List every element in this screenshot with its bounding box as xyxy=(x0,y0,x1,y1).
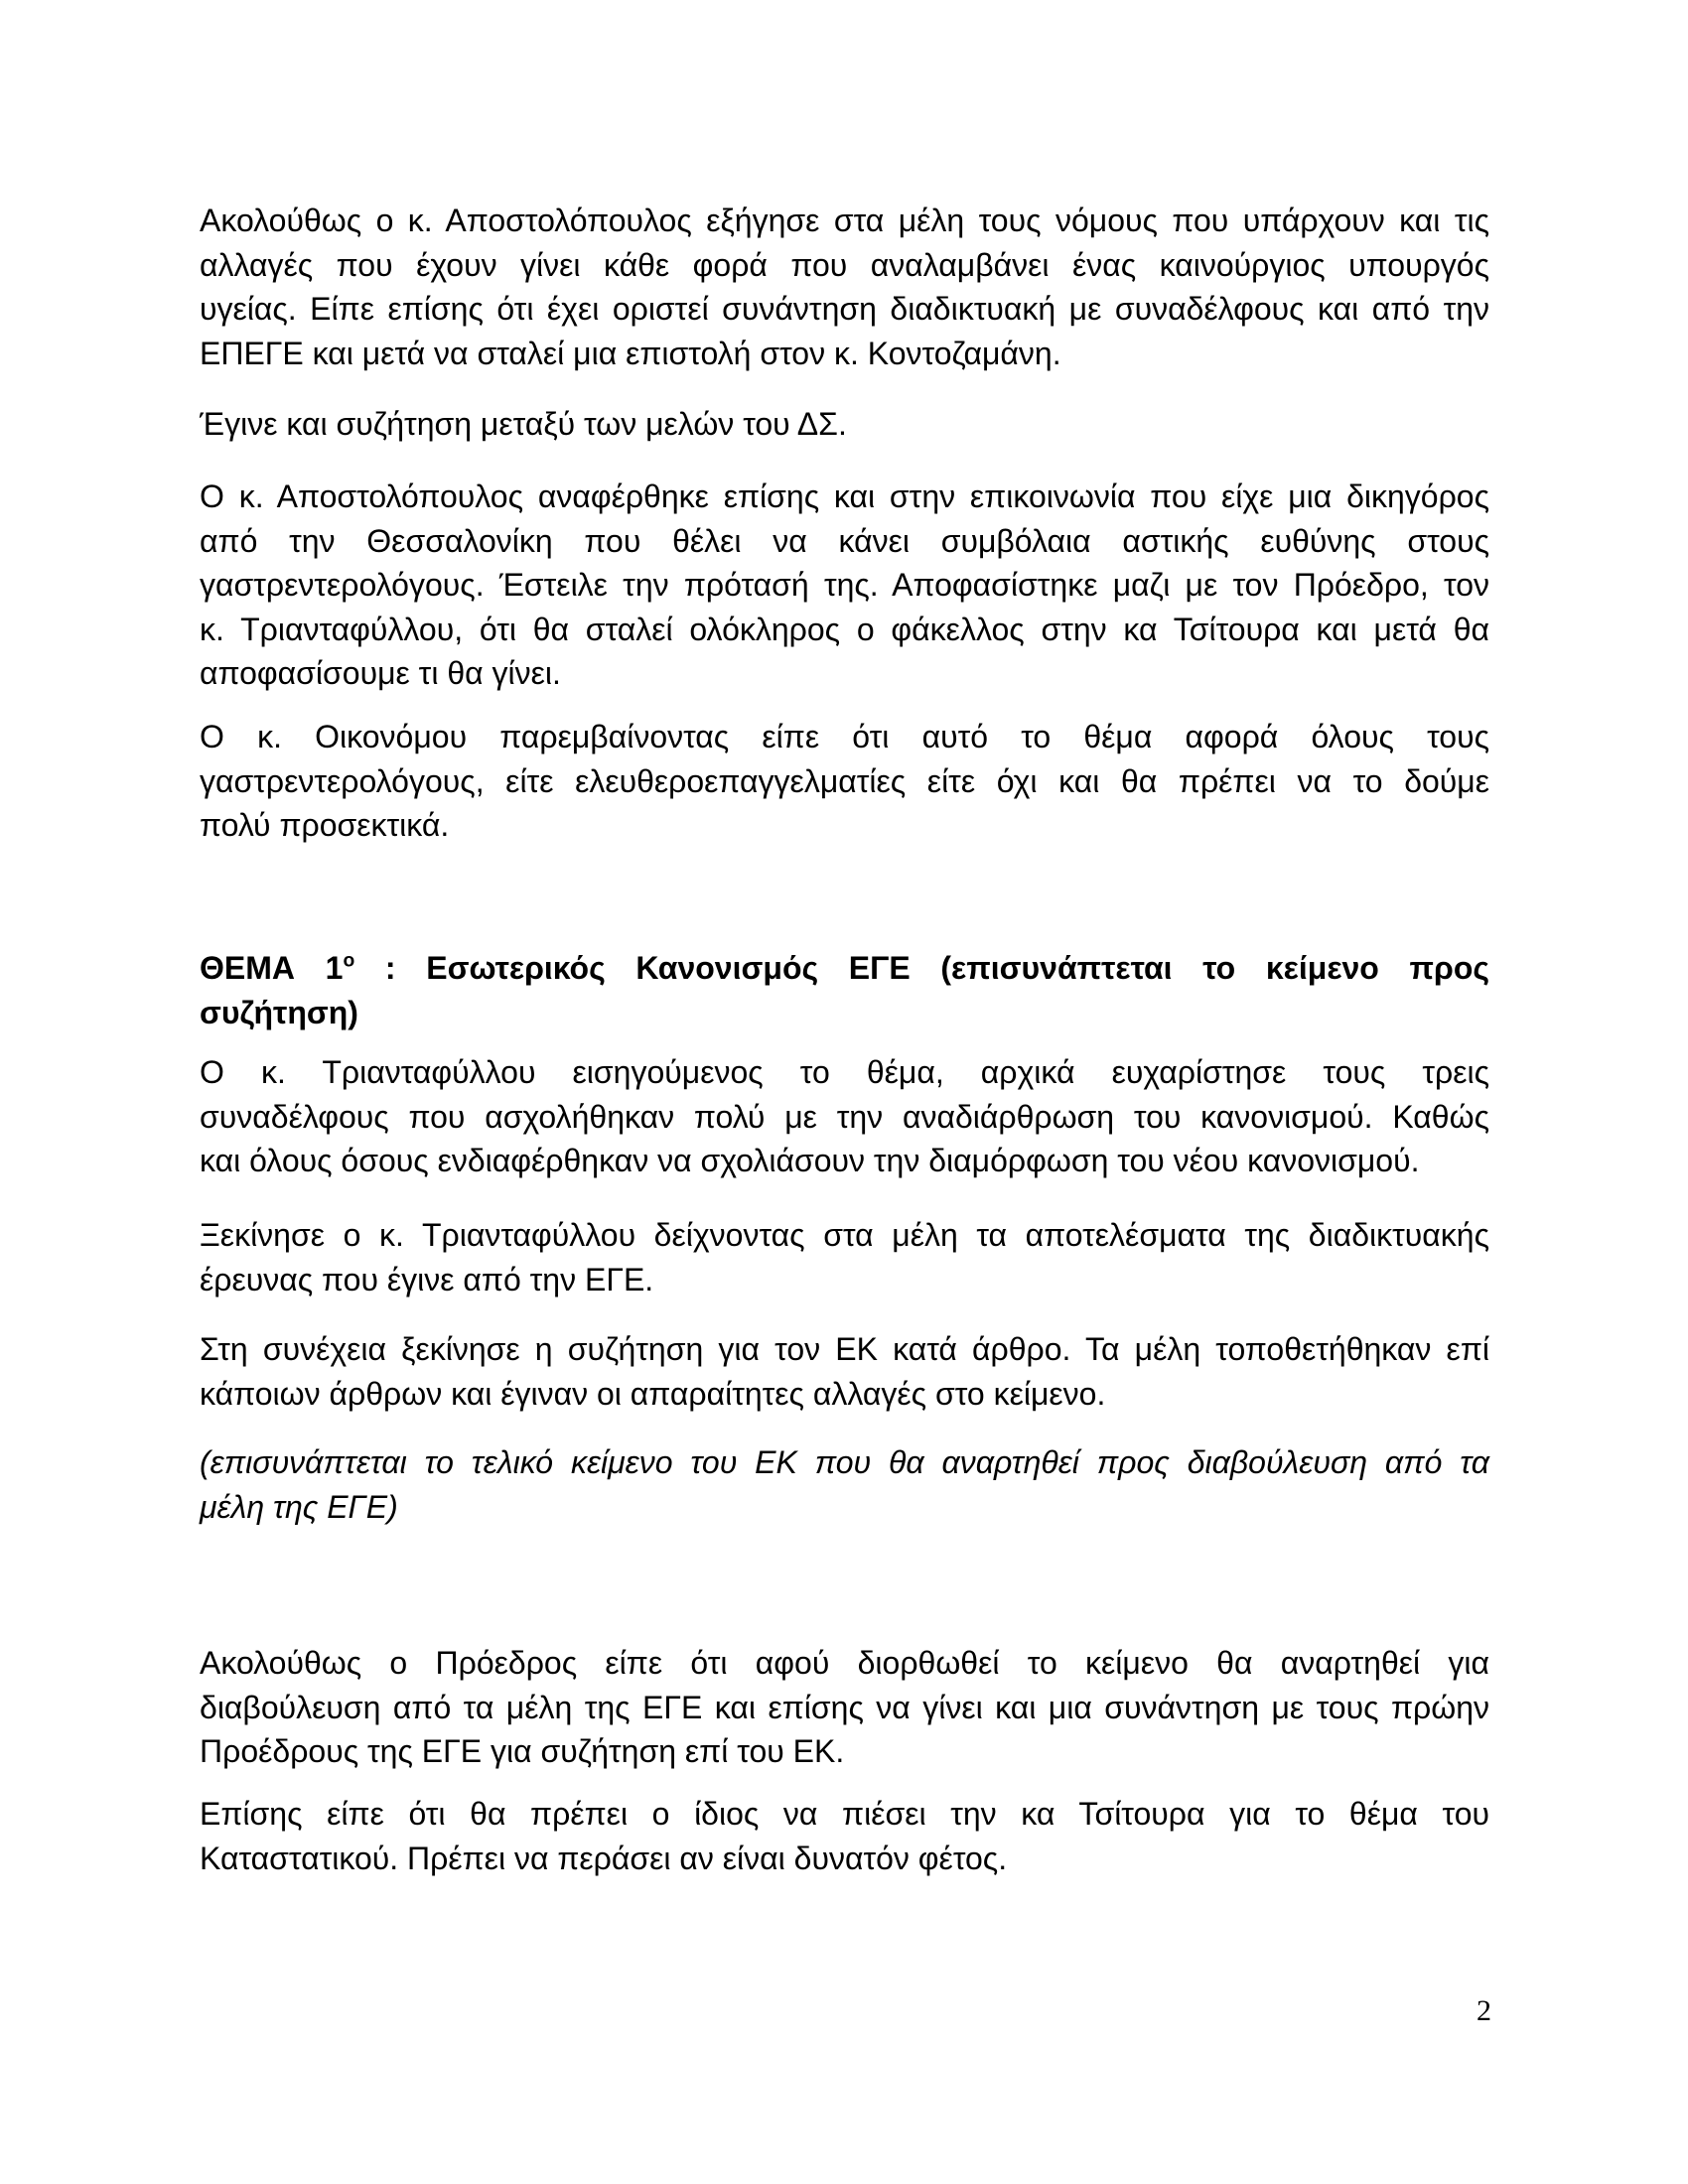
paragraph xyxy=(200,199,1489,375)
heading-line xyxy=(200,946,1489,991)
text-line: από την Θεσσαλονίκη που θέλει να κάνει συμβόλαια αστικής ευθύνης στους xyxy=(200,522,1489,559)
paragraph xyxy=(200,1213,1489,1301)
text-line: Επίσης είπε ότι θα πρέπει ο ίδιος να πιέσει την κα Τσίτουρα για το θέμα του xyxy=(200,1796,1489,1832)
text-line: έρευνας που έγινε από την ΕΓΕ. xyxy=(200,1261,654,1297)
text-line: υγείας. Είπε επίσης ότι έχει οριστεί συνάντηση διαδικτυακή με συναδέλφους και από την xyxy=(200,291,1489,327)
attachment-note xyxy=(200,1440,1489,1529)
text-line: συναδέλφους που ασχολήθηκαν πολύ με την αναδιάρθρωση του κανονισμού. Καθώς xyxy=(200,1098,1489,1135)
paragraph xyxy=(200,402,1489,447)
heading-title: : Εσωτερικός Κανονισμός ΕΓΕ (επισυνάπτεται το κείμενο προς xyxy=(354,950,1490,986)
text-line: Ο κ. Αποστολόπουλος αναφέρθηκε επίσης και στην επικοινωνία που είχε μια δικηγόρος xyxy=(200,478,1489,514)
text-line: Προέδρους της ΕΓΕ για συζήτηση επί του ΕΚ. xyxy=(200,1733,845,1769)
heading-line: συζήτηση) xyxy=(200,994,358,1030)
text-line: Ακολούθως ο Πρόεδρος είπε ότι αφού διορθωθεί το κείμενο θα αναρτηθεί για xyxy=(200,1645,1489,1681)
text-line: Ο κ. Τριανταφύλλου εισηγούμενος το θέμα, αρχικά ευχαρίστησε τους τρεις xyxy=(200,1054,1489,1090)
text-line: αποφασίσουμε τι θα γίνει. xyxy=(200,655,561,691)
page-number: 2 xyxy=(1477,1994,1491,2027)
text-line: (επισυνάπτεται το τελικό κείμενο του ΕΚ που θα αναρτηθεί προς διαβούλευση από τα xyxy=(200,1444,1489,1480)
paragraph xyxy=(200,1792,1489,1880)
text-line: πολύ προσεκτικά. xyxy=(200,807,450,843)
text-line: μέλη της ΕΓΕ) xyxy=(200,1488,398,1525)
text-line: κάποιων άρθρων και έγιναν οι απαραίτητες αλλαγές στο κείμενο. xyxy=(200,1375,1106,1412)
text-line: διαβούλευση από τα μέλη της ΕΓΕ και επίσης να γίνει και μια συνάντηση με τους πρώην xyxy=(200,1689,1489,1725)
paragraph xyxy=(200,1050,1489,1183)
text-line: Έγινε και συζήτηση μεταξύ των μελών του ΔΣ. xyxy=(200,406,847,442)
text-line: γαστρεντερολόγους, είτε ελευθεροεπαγγελματίες είτε όχι και θα πρέπει να το δούμε xyxy=(200,762,1489,799)
paragraph xyxy=(200,715,1489,848)
text-line: κ. Τριανταφύλλου, ότι θα σταλεί ολόκληρος ο φάκελλος στην κα Τσίτουρα και μετά θα xyxy=(200,611,1489,647)
paragraph xyxy=(200,1641,1489,1774)
heading-superscript: ο xyxy=(343,950,355,972)
text-line: και όλους όσους ενδιαφέρθηκαν να σχολιάσουν την διαμόρφωση του νέου κανονισμού. xyxy=(200,1143,1420,1178)
text-line: γαστρεντερολόγους. Έστειλε την πρότασή της. Αποφασίστηκε μαζι με τον Πρόεδρο, τον xyxy=(200,567,1489,603)
paragraph xyxy=(200,1327,1489,1416)
text-line: αλλαγές που έχουν γίνει κάθε φορά που αναλαμβάνει ένας καινούργιος υπουργός xyxy=(200,246,1489,283)
text-line: Ξεκίνησε ο κ. Τριανταφύλλου δείχνοντας στα μέλη τα αποτελέσματα της διαδικτυακής xyxy=(200,1217,1489,1253)
text-line: Ο κ. Οικονόμου παρεμβαίνοντας είπε ότι αυτό το θέμα αφορά όλους τους xyxy=(200,719,1489,754)
paragraph xyxy=(200,475,1489,696)
text-line: Καταστατικού. Πρέπει να περάσει αν είναι δυνατόν φέτος. xyxy=(200,1840,1008,1876)
heading-prefix: ΘΕΜΑ 1 xyxy=(200,950,344,986)
text-line: Ακολούθως ο κ. Αποστολόπουλος εξήγησε στα μέλη τους νόμους που υπάρχουν και τις xyxy=(200,203,1489,238)
section-heading xyxy=(200,946,1489,1034)
text-line: Στη συνέχεια ξεκίνησε η συζήτηση για τον ΕΚ κατά άρθρο. Τα μέλη τοποθετήθηκαν επί xyxy=(200,1331,1489,1367)
text-line: ΕΠΕΓΕ και μετά να σταλεί μια επιστολή στον κ. Κοντοζαμάνη. xyxy=(200,335,1061,371)
